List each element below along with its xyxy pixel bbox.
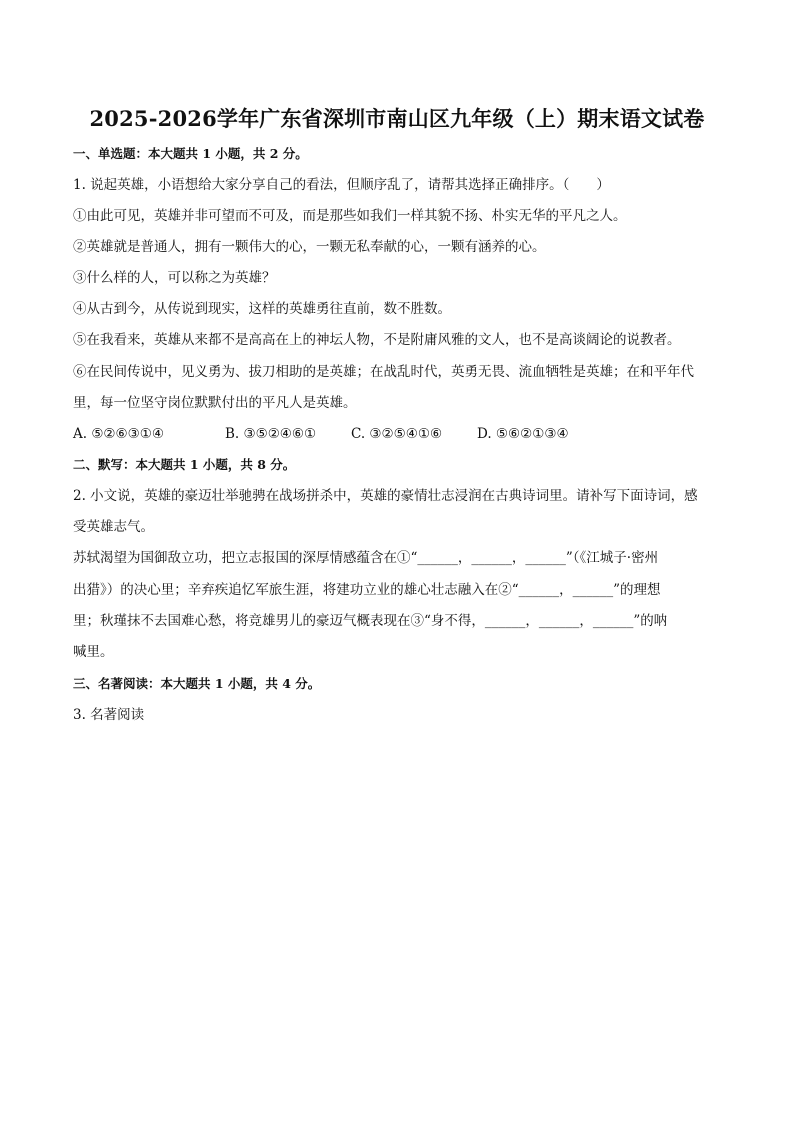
section-heading-2: 二、默写：本大题共 1 小题，共 8 分。 xyxy=(73,457,296,472)
sentence-5: ⑤在我看来，英雄从来都不是高高在上的神坛人物，不是附庸风雅的文人，也不是高谈阔论的说教者。 xyxy=(73,332,681,348)
option-a[interactable]: A. ⑤②⑥③①④ xyxy=(73,426,164,442)
section-heading-1: 一、单选题：本大题共 1 小题，共 2 分。 xyxy=(73,146,308,161)
question-2-line-3: 苏轼渴望为国御敌立功，把立志报国的深厚情感蕴含在①“______，______，______”（《江城子·密州 xyxy=(73,550,659,566)
sentence-6-line-2: 里，每一位坚守岗位默默付出的平凡人是英雄。 xyxy=(73,395,357,411)
exam-title: 2025-2026学年广东省深圳市南山区九年级（上）期末语文试卷 xyxy=(89,106,705,131)
question-2-line-5: 里；秋瑾抹不去国难心愁，将竞雄男儿的豪迈气概表现在③“身不得，______，______，______”的呐 xyxy=(73,613,668,629)
question-3-stem: 3. 名著阅读 xyxy=(73,707,145,723)
question-2-line-2: 受英雄志气。 xyxy=(73,519,154,535)
sentence-2: ②英雄就是普通人，拥有一颗伟大的心，一颗无私奉献的心，一颗有涵养的心。 xyxy=(73,239,546,255)
option-d[interactable]: D. ⑤⑥②①③④ xyxy=(477,426,569,442)
question-2-line-4: 出猎》）的决心里；辛弃疾追忆军旅生涯，将建功立业的雄心壮志融入在②“______，______”的理想 xyxy=(73,582,661,598)
sentence-4: ④从古到今，从传说到现实，这样的英雄勇往直前，数不胜数。 xyxy=(73,301,451,317)
question-1-stem: 1. 说起英雄，小语想给大家分享自己的看法，但顺序乱了，请帮其选择正确排序。（ ） xyxy=(73,177,610,193)
section-heading-3: 三、名著阅读：本大题共 1 小题，共 4 分。 xyxy=(73,676,321,691)
question-2-line-1: 2. 小文说，英雄的豪迈壮举驰骋在战场拼杀中，英雄的豪情壮志浸润在古典诗词里。请补写下面诗词，感 xyxy=(73,488,698,504)
question-2-line-6: 喊里。 xyxy=(73,644,114,660)
sentence-6-line-1: ⑥在民间传说中，见义勇为、拔刀相助的是英雄；在战乱时代，英勇无畏、流血牺牲是英雄；在和平年代 xyxy=(73,364,694,380)
sentence-3: ③什么样的人，可以称之为英雄？ xyxy=(73,270,276,286)
option-b[interactable]: B. ③⑤②④⑥① xyxy=(225,426,317,442)
option-c[interactable]: C. ③②⑤④①⑥ xyxy=(351,426,443,442)
question-1-options xyxy=(73,424,733,444)
sentence-1: ①由此可见，英雄并非可望而不可及，而是那些如我们一样其貌不扬、朴实无华的平凡之人。 xyxy=(73,208,627,224)
